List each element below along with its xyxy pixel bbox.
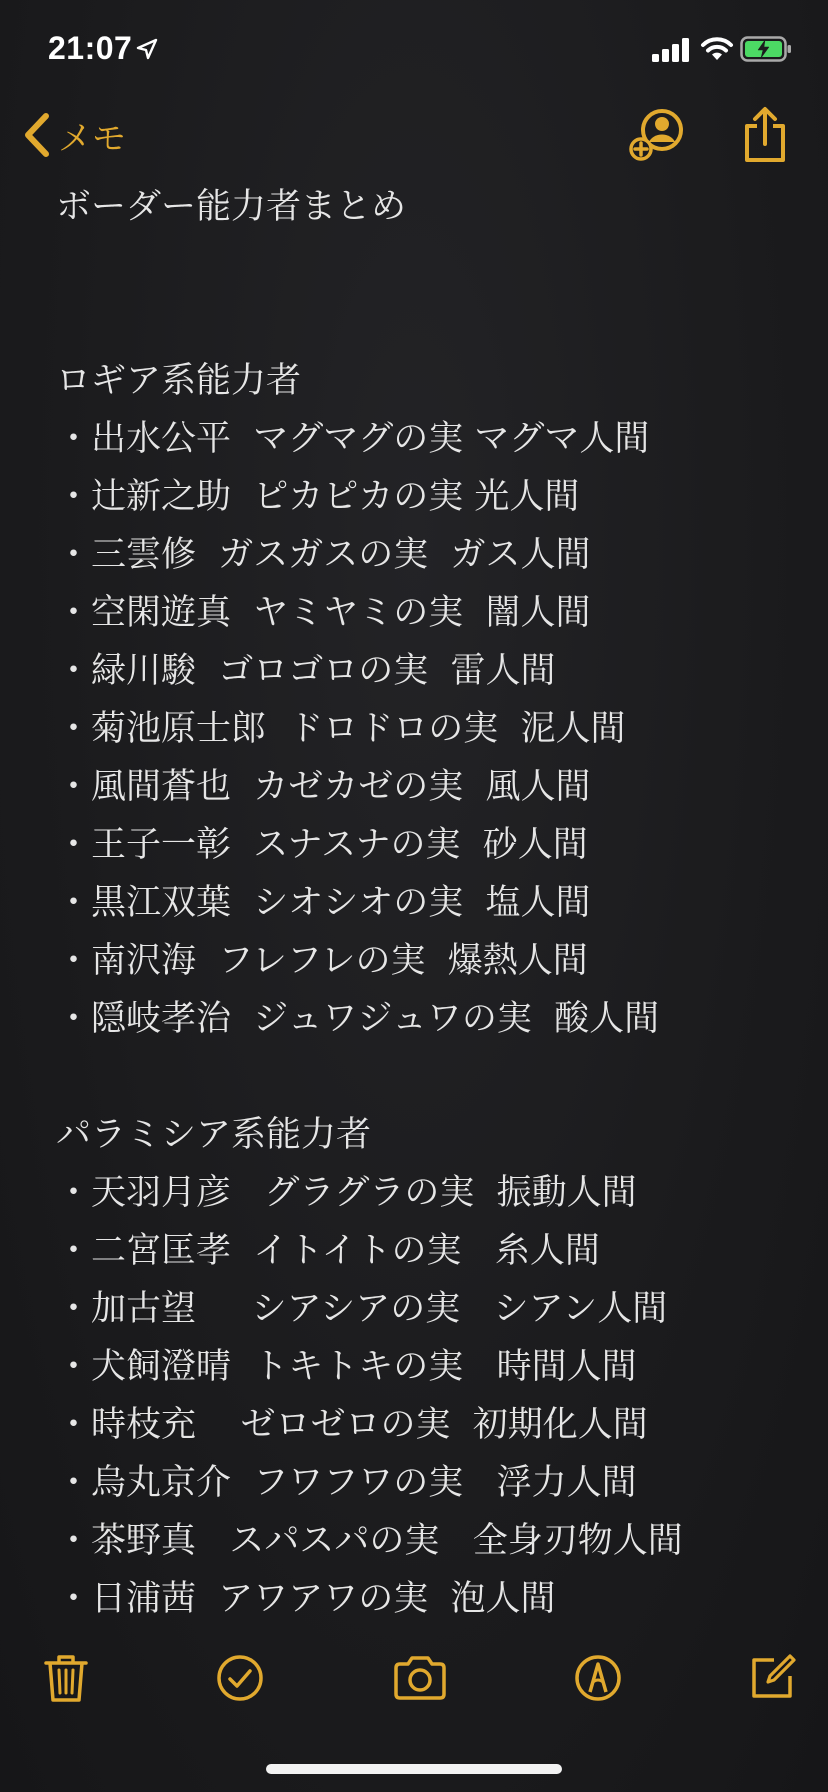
list-item: ・犬飼澄晴 トキトキの実 時間人間 [56,1347,637,1387]
list-item: ・空閑遊真 ヤミヤミの実 闇人間 [56,593,591,633]
list-item: ・辻新之助 ピカピカの実 光人間 [56,477,580,517]
list-item: ・天羽月彦 グラグラの実 振動人間 [56,1173,637,1213]
blank-line [56,1048,816,1106]
cellular-signal-icon [652,38,692,62]
section-heading: ロギア系能力者 [56,361,302,401]
list-item: ・緑川駿 ゴロゴロの実 雷人間 [56,651,556,691]
back-button[interactable] [22,110,126,160]
blank-line [56,236,816,294]
list-item: ・二宮匡孝 イトイトの実 糸人間 [56,1231,600,1271]
list-item: ・茶野真 スパスパの実 全身刃物人間 [56,1521,683,1561]
checklist-icon[interactable] [214,1652,266,1704]
share-icon[interactable] [740,106,790,164]
bottom-toolbar [0,1640,828,1720]
trash-icon[interactable] [40,1652,92,1704]
section-heading: パラミシア系能力者 [56,1115,372,1155]
list-item: ・時枝充 ゼロゼロの実 初期化人間 [56,1405,648,1445]
nav-bar [0,100,828,170]
markup-icon[interactable] [572,1652,624,1704]
status-time: 21:07 [48,30,133,66]
add-people-icon[interactable] [628,106,688,162]
list-item: ・隠岐孝治 ジュワジュワの実 酸人間 [56,999,660,1039]
list-item: ・烏丸京介 フワフワの実 浮力人間 [56,1463,637,1503]
status-bar [0,0,828,96]
list-item: ・風間蒼也 カゼカゼの実 風人間 [56,767,591,807]
note-title: ボーダー能力者まとめ [56,187,407,227]
home-indicator[interactable] [266,1764,562,1774]
compose-icon[interactable] [746,1652,798,1704]
list-item: ・三雲修 ガスガスの実 ガス人間 [56,535,591,575]
list-item: ・王子一彰 スナスナの実 砂人間 [56,825,588,865]
note-body[interactable] [56,178,816,1628]
back-label: メモ [58,118,126,159]
camera-icon[interactable] [392,1652,448,1704]
wifi-icon [700,34,734,62]
list-item: ・日浦茜 アワアワの実 泡人間 [56,1579,556,1619]
location-arrow-icon [136,38,158,60]
list-item: ・出水公平 マグマグの実 マグマ人間 [56,419,650,459]
blank-line [56,294,816,352]
battery-charging-icon [740,36,792,62]
list-item: ・南沢海 フレフレの実 爆熱人間 [56,941,588,981]
chevron-left-icon [22,112,52,158]
list-item: ・加古望 シアシアの実 シアン人間 [56,1289,668,1329]
list-item: ・黒江双葉 シオシオの実 塩人間 [56,883,591,923]
list-item: ・菊池原士郎 ドロドロの実 泥人間 [56,709,626,749]
